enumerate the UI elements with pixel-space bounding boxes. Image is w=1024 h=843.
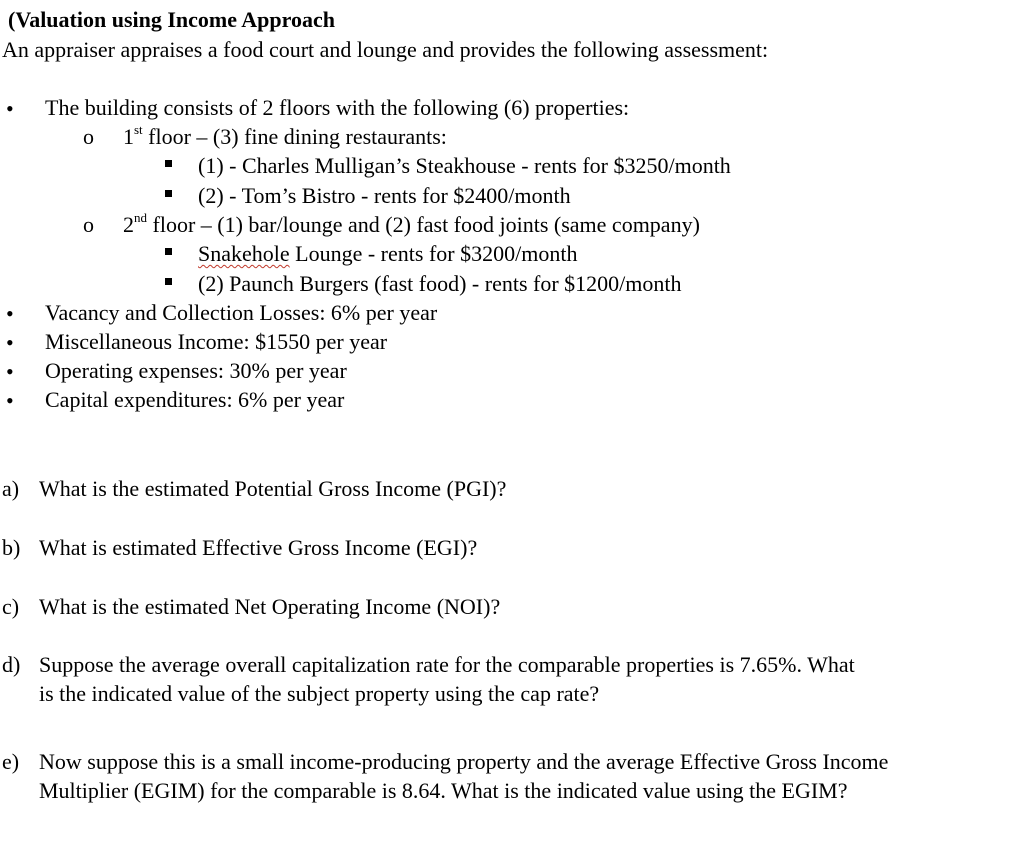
floor1-item: (2) - Tom’s Bistro - rents for $2400/month bbox=[198, 183, 571, 208]
bullet-capex: Capital expenditures: 6% per year bbox=[45, 387, 345, 412]
floor2-item-burgers: (2) Paunch Burgers (fast food) - rents for $1200/month bbox=[198, 271, 682, 296]
bullet-dot-icon: • bbox=[6, 330, 14, 355]
square-bullet-icon bbox=[165, 190, 172, 197]
floor1-rest: floor – (3) fine dining restaurants: bbox=[142, 124, 447, 149]
question-text: What is estimated Effective Gross Income (EGI)? bbox=[39, 535, 478, 560]
floor2-item-lounge bbox=[198, 243, 577, 265]
question-label: a) bbox=[2, 476, 20, 501]
question-text: Now suppose this is a small income-producing property and the average Effective Gross Income Multiplier (EGIM) for the comparable is 8.64. What is the indicated value using the EGIM? bbox=[39, 749, 889, 803]
lounge-rest: Lounge - rents for $3200/month bbox=[289, 241, 578, 266]
bullet-opex: Operating expenses: 30% per year bbox=[45, 358, 347, 383]
circle-bullet-icon: o bbox=[83, 124, 94, 149]
floor2-line bbox=[123, 209, 700, 237]
bullet-dot-icon: • bbox=[6, 388, 14, 413]
intro-text: An appraiser appraises a food court and lounge and provides the following assessment: bbox=[2, 37, 769, 62]
spellcheck-word: Snakehole bbox=[198, 241, 290, 266]
floor2-rest: floor – (1) bar/lounge and (2) fast food joints (same company) bbox=[147, 212, 700, 237]
question-text: What is the estimated Potential Gross Income (PGI)? bbox=[39, 476, 507, 501]
bullet-dot-icon: • bbox=[6, 96, 14, 121]
square-bullet-icon bbox=[165, 278, 172, 285]
floor1-line bbox=[123, 121, 447, 149]
bullet-dot-icon: • bbox=[6, 359, 14, 384]
bullet-dot-icon: • bbox=[6, 301, 14, 326]
question-label: b) bbox=[2, 535, 21, 560]
floor2-num: 2 bbox=[123, 212, 134, 237]
floor1-num: 1 bbox=[123, 124, 134, 149]
bullet-vacancy: Vacancy and Collection Losses: 6% per year bbox=[45, 300, 438, 325]
circle-bullet-icon: o bbox=[83, 212, 94, 237]
question-label: e) bbox=[2, 749, 20, 774]
question-text: What is the estimated Net Operating Income (NOI)? bbox=[39, 594, 501, 619]
question-label: d) bbox=[2, 652, 21, 677]
square-bullet-icon bbox=[165, 248, 172, 255]
bullet-building: The building consists of 2 floors with the following (6) properties: bbox=[45, 95, 630, 120]
doc-title: (Valuation using Income Approach bbox=[8, 7, 336, 32]
bullet-misc: Miscellaneous Income: $1550 per year bbox=[45, 329, 388, 354]
floor1-sup: st bbox=[134, 121, 143, 137]
question-label: c) bbox=[2, 594, 20, 619]
floor2-sup: nd bbox=[134, 209, 147, 225]
floor1-item: (1) - Charles Mulligan’s Steakhouse - rents for $3250/month bbox=[198, 153, 731, 178]
question-text: Suppose the average overall capitalization rate for the comparable properties is 7.65%. What is the indicated value of the subject property using the cap rate? bbox=[39, 652, 855, 706]
square-bullet-icon bbox=[165, 160, 172, 167]
